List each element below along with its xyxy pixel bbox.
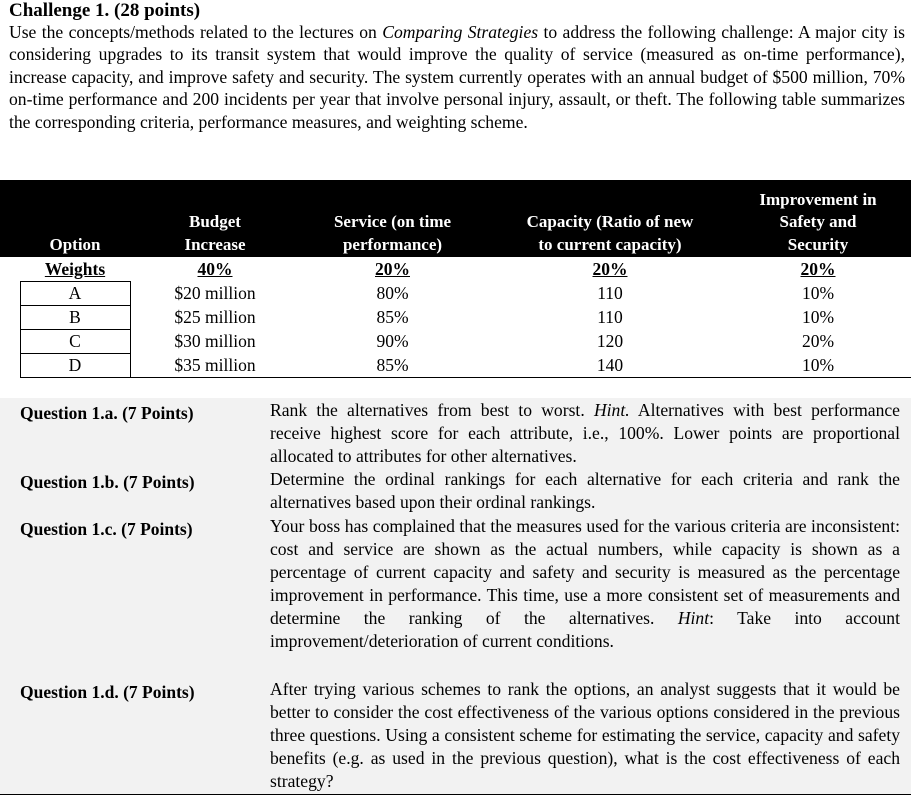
row-capacity: 140: [596, 355, 624, 375]
question-hint: Hint.: [593, 400, 630, 420]
row-option: C: [69, 331, 81, 351]
row-option: A: [68, 283, 82, 303]
row-budget: $25 million: [174, 307, 256, 327]
intro-text-end: to address the following challenge: A major city is considering upgrades to its transit system that would improve the quality of service (measured as on-time performance), increase capacity, and improve safety and security. The system currently operates with an annual budget of $500 million, 70% on-time performance and 200 incidents per year that involve personal injury, assault, or theft. The following table summarizes the corresponding criteria, performance measures, and weighting scheme.: [9, 22, 905, 132]
question-text-start: Determine the ordinal rankings for each alternative for each criteria and rank the alternatives based upon their ordinal rankings.: [270, 469, 900, 513]
question-block: [0, 515, 911, 678]
row-capacity: 110: [597, 283, 623, 303]
grid-line: [130, 377, 911, 378]
question-label: Question 1.d. (7 Points): [20, 682, 195, 702]
row-safety: 10%: [801, 355, 835, 375]
question-text: [270, 515, 900, 654]
header-budget-line1: Budget: [189, 212, 241, 231]
question-text-start: Your boss has complained that the measures used for the various criteria are inconsistent: cost and service are shown as the actual numbers, while capacity is shown as a percentage of current capacity and safety and security is measured as the percentage improvement in performance. This time, use a more consistent set of measurements and determine the ranking of the alternatives.: [270, 516, 900, 629]
question-label: Question 1.a. (7 Points): [20, 403, 194, 423]
row-budget: $35 million: [174, 355, 256, 375]
bottom-rule: [0, 794, 911, 795]
weights-label: Weights: [44, 259, 106, 279]
row-budget: $20 million: [174, 283, 256, 303]
header-capacity-line1: Capacity (Ratio of new: [526, 212, 694, 231]
question-text-start: After trying various schemes to rank the options, an analyst suggests that it would be better to consider the cost effectiveness of the various options considered in the previous three questions. Using a consistent scheme for estimating the service, capacity and safety benefits (e.g. as used in the previous question), what is the cost effectiveness of each strategy?: [270, 679, 900, 792]
row-budget: $30 million: [174, 331, 256, 351]
weight-safety: 20%: [800, 259, 836, 279]
header-budget-line2: Increase: [184, 234, 246, 254]
table-header: [0, 180, 911, 257]
question-text-end: : Take into account improvement/deterioration of current conditions.: [270, 608, 900, 652]
question-text-end: Alternatives with best performance receive highest score for each attribute, i.e., 100%. Lower points are proportional allocated to attributes for other alternatives.: [270, 400, 900, 467]
question-block: [0, 678, 911, 794]
table-row: [0, 305, 911, 329]
question-label: Question 1.b. (7 Points): [20, 472, 195, 492]
grid-line: [20, 329, 131, 330]
header-service-line2: performance): [342, 234, 443, 254]
intro-text-start: Use the concepts/methods related to the lectures on: [9, 22, 383, 42]
row-capacity: 120: [596, 331, 624, 351]
weight-capacity: 20%: [592, 259, 628, 279]
grid-line: [20, 281, 131, 282]
header-capacity: [495, 211, 725, 256]
question-text-start: Rank the alternatives from best to worst.: [270, 400, 594, 420]
row-capacity: 110: [597, 307, 623, 327]
table-row: [0, 353, 911, 377]
row-option: D: [68, 355, 82, 375]
grid-line: [20, 377, 131, 378]
table-row: [0, 329, 911, 353]
row-safety: 10%: [801, 283, 835, 303]
question-text: [270, 468, 900, 514]
question-block: [0, 398, 911, 468]
question-text: [270, 399, 900, 468]
challenge-intro: [9, 21, 905, 133]
grid-line: [20, 305, 131, 306]
header-capacity-line2: to current capacity): [538, 234, 682, 254]
header-safety-line3: Security: [787, 234, 849, 254]
weight-budget: 40%: [197, 259, 233, 279]
header-budget: [140, 211, 290, 256]
question-text: [270, 678, 900, 793]
row-service: 80%: [376, 283, 409, 303]
criteria-table: [0, 180, 911, 377]
row-service: 85%: [376, 355, 409, 375]
weights-row: [0, 257, 911, 281]
intro-lecture-title: Comparing Strategies: [382, 22, 539, 42]
row-option: B: [69, 307, 81, 327]
row-safety: 20%: [801, 331, 835, 351]
header-safety: [725, 189, 911, 257]
header-service: [290, 211, 495, 256]
grid-line: [20, 353, 131, 354]
header-safety-line2: Safety and: [779, 212, 857, 231]
question-block: [0, 468, 911, 515]
challenge-title: Challenge 1. (28 points): [9, 0, 201, 21]
question-label: Question 1.c. (7 Points): [20, 519, 193, 539]
table-row: [0, 281, 911, 305]
row-safety: 10%: [801, 307, 835, 327]
weight-service: 20%: [375, 259, 410, 279]
header-service-line1: Service (on time: [333, 212, 452, 231]
header-safety-line1: Improvement in: [759, 189, 877, 209]
row-service: 90%: [376, 331, 409, 351]
row-service: 85%: [376, 307, 409, 327]
question-hint: Hint: [677, 608, 710, 629]
header-option: Option: [49, 234, 101, 254]
